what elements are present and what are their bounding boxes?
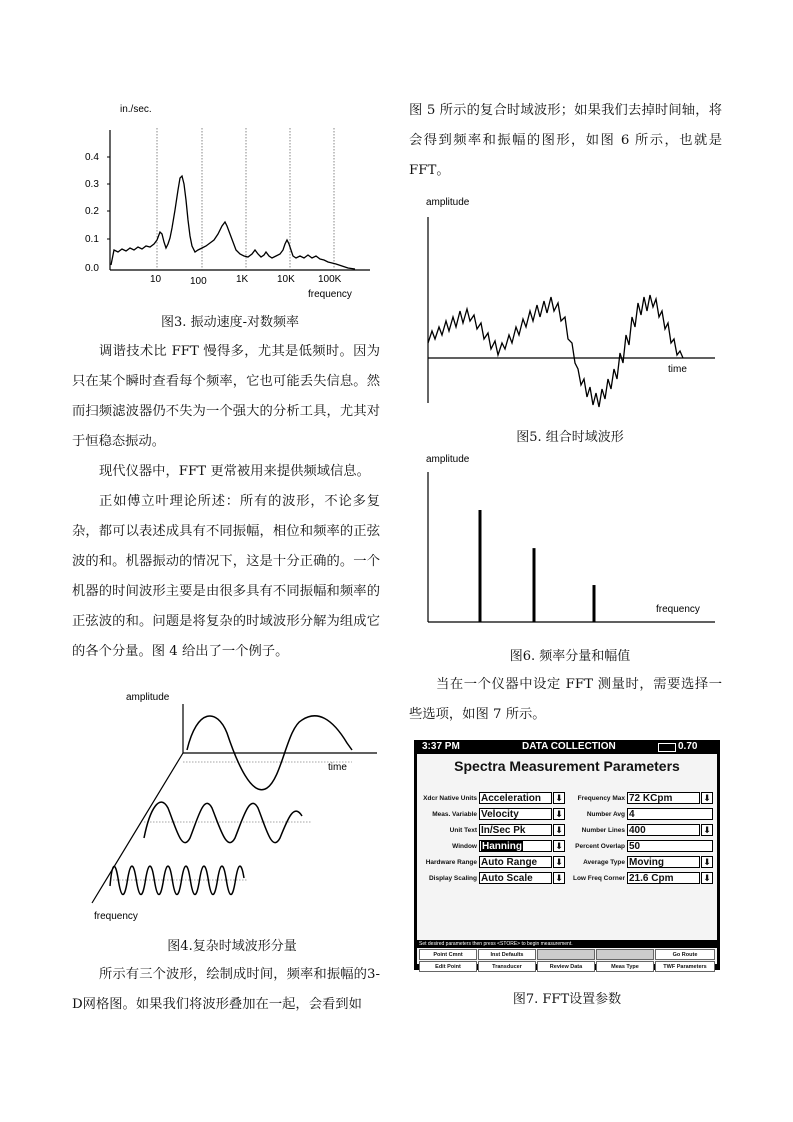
- fig4-zlabel: frequency: [94, 911, 138, 922]
- field-value[interactable]: 72 KCpm: [627, 792, 700, 804]
- softkey-button[interactable]: Edit Point: [419, 961, 477, 972]
- figure-3: [80, 100, 380, 305]
- field-row: [565, 856, 717, 870]
- dropdown-arrow-icon[interactable]: ⬇: [701, 792, 713, 804]
- dropdown-arrow-icon[interactable]: ⬇: [553, 856, 565, 868]
- dropdown-arrow-icon[interactable]: ⬇: [553, 792, 565, 804]
- field-row: [565, 808, 717, 822]
- fig4-xlabel: time: [328, 762, 347, 773]
- field-label: Number Avg: [586, 811, 625, 818]
- fig6-caption: 图6. 频率分量和幅值: [509, 649, 631, 664]
- dropdown-arrow-icon[interactable]: ⬇: [701, 856, 713, 868]
- dropdown-arrow-icon[interactable]: ⬇: [553, 824, 565, 836]
- battery-value: 0.70: [678, 741, 698, 752]
- paragraph: 调谐技术比 FFT 慢得多，尤其是低频时。因为只在某个瞬时查看每个频率，它也可能丢失信息。然而扫频滤波器仍不失为一个强大的分析工具，尤其对于恒稳态振动。: [72, 344, 380, 449]
- fig3-spectrum-line: [111, 176, 355, 269]
- field-row: [565, 872, 717, 886]
- field-row: [417, 824, 567, 838]
- field-value[interactable]: Velocity: [479, 808, 552, 820]
- fig6-ylabel: amplitude: [426, 454, 470, 465]
- fig5-xlabel: time: [668, 364, 687, 375]
- field-label: Window: [452, 843, 477, 850]
- fig4-chart: [82, 688, 382, 928]
- dropdown-arrow-icon[interactable]: ⬇: [701, 824, 713, 836]
- field-value[interactable]: 21.6 Cpm: [627, 872, 700, 884]
- status-mode: DATA COLLECTION: [522, 741, 616, 752]
- fig5-composite-wave: [428, 295, 683, 407]
- dropdown-arrow-icon[interactable]: ⬇: [553, 808, 565, 820]
- fig6-chart: [420, 450, 720, 630]
- fig3-y-unit: in./sec.: [120, 104, 152, 115]
- right-top-text: [409, 96, 722, 186]
- figure-7-instrument-screen: [414, 740, 720, 970]
- fig3-ytick: 0.3: [85, 179, 99, 190]
- status-hint: Set desired parameters then press <STORE> to begin measurement.: [417, 940, 717, 948]
- dropdown-arrow-icon[interactable]: ⬇: [553, 872, 565, 884]
- field-row: [565, 792, 717, 806]
- field-label: Low Freq Corner: [572, 875, 625, 882]
- status-time: 3:37 PM: [422, 741, 460, 752]
- field-row: [417, 840, 567, 854]
- softkey-button[interactable]: Inst Defaults: [478, 949, 536, 960]
- field-label: Meas. Variable: [432, 811, 477, 818]
- field-row: [565, 824, 717, 838]
- field-label: Number Lines: [581, 827, 625, 834]
- dropdown-arrow-icon[interactable]: ⬇: [553, 840, 565, 852]
- fig3-ytick: 0.0: [85, 263, 99, 274]
- field-value[interactable]: [479, 840, 552, 852]
- field-value[interactable]: 400: [627, 824, 700, 836]
- fig3-xtick: 10: [150, 274, 162, 285]
- softkey-button[interactable]: Point Cmnt: [419, 949, 477, 960]
- field-label: Average Type: [583, 859, 625, 866]
- softkey-button[interactable]: [596, 949, 654, 960]
- left-text-block: [72, 337, 380, 667]
- fig5-caption: 图5. 组合时域波形: [516, 430, 624, 445]
- field-value[interactable]: 50: [627, 840, 713, 852]
- figure-5: [420, 193, 720, 413]
- softkey-button[interactable]: Review Data: [537, 961, 595, 972]
- selected-value: Hanning: [482, 841, 522, 852]
- screen-title: Spectra Measurement Parameters: [454, 758, 680, 774]
- field-row: [417, 872, 567, 886]
- field-value[interactable]: Acceleration: [479, 792, 552, 804]
- softkey-button[interactable]: Transducer: [478, 961, 536, 972]
- paragraph: 当在一个仪器中设定 FFT 测量时，需要选择一些选项，如图 7 所示。: [409, 677, 722, 722]
- fig4-caption: 图4.复杂时域波形分量: [167, 939, 297, 954]
- figure-6: [420, 450, 720, 630]
- softkey-button[interactable]: Go Route: [655, 949, 715, 960]
- paragraph: 现代仪器中，FFT 更常被用来提供频域信息。: [99, 464, 370, 479]
- field-value[interactable]: In/Sec Pk: [479, 824, 552, 836]
- left-bottom-text: [72, 960, 380, 1020]
- field-label: Frequency Max: [577, 795, 625, 802]
- fig3-chart: [80, 100, 380, 305]
- fig3-xlabel: frequency: [308, 289, 352, 300]
- fig5-chart: [420, 193, 720, 413]
- fig4-ylabel: amplitude: [126, 692, 170, 703]
- paragraph: 正如傅立叶理论所述：所有的波形，不论多复杂，都可以表述成具有不同振幅，相位和频率的正弦波的和。机器振动的情况下，这是十分正确的。一个机器的时间波形主要是由很多具有不同振幅和频率的正弦波的和。问题是将复杂的时域波形分解为组成它的各个分量。图 4 给出了一个例子。: [72, 494, 380, 659]
- fig3-caption: 图3. 振动速度-对数频率: [161, 315, 299, 330]
- field-label: Unit Text: [449, 827, 477, 834]
- field-row: [417, 792, 567, 806]
- fig7-caption: 图7. FFT设置参数: [512, 992, 622, 1007]
- fig3-ytick: 0.4: [85, 152, 99, 163]
- field-value[interactable]: Moving: [627, 856, 700, 868]
- field-value[interactable]: 4: [627, 808, 713, 820]
- paragraph: 图 5 所示的复合时域波形；如果我们去掉时间轴，将会得到频率和振幅的图形，如图 6 所示，也就是FFT。: [409, 103, 722, 178]
- field-row: [417, 808, 567, 822]
- fig3-xtick: 10K: [277, 274, 295, 285]
- dropdown-arrow-icon[interactable]: ⬇: [701, 872, 713, 884]
- field-value[interactable]: Auto Scale: [479, 872, 552, 884]
- parameters-panel: [417, 754, 717, 970]
- fig3-xtick: 100: [190, 276, 207, 287]
- field-label: Hardware Range: [425, 859, 477, 866]
- fig3-xtick: 1K: [236, 274, 249, 285]
- softkey-button[interactable]: [537, 949, 595, 960]
- status-bar: [414, 740, 720, 754]
- field-label: Display Scaling: [428, 875, 477, 882]
- battery-icon: [658, 743, 676, 752]
- fig3-ytick: 0.1: [85, 234, 99, 245]
- softkey-button[interactable]: TWF Parameters: [655, 961, 715, 972]
- fig6-xlabel: frequency: [656, 604, 700, 615]
- field-label: Xdcr Native Units: [423, 795, 477, 802]
- field-label: Percent Overlap: [575, 843, 625, 850]
- right-mid-text: [409, 670, 722, 730]
- paragraph: 所示有三个波形，绘制成时间，频率和振幅的3-D网格图。如果我们将波形叠加在一起，会看到如: [72, 967, 380, 1012]
- field-row: [565, 840, 717, 854]
- softkey-button[interactable]: Meas Type: [596, 961, 654, 972]
- fig3-ytick: 0.2: [85, 206, 99, 217]
- field-value[interactable]: Auto Range: [479, 856, 552, 868]
- fig3-xtick: 100K: [318, 274, 342, 285]
- fig5-ylabel: amplitude: [426, 197, 470, 208]
- field-row: [417, 856, 567, 870]
- figure-4: [82, 688, 382, 928]
